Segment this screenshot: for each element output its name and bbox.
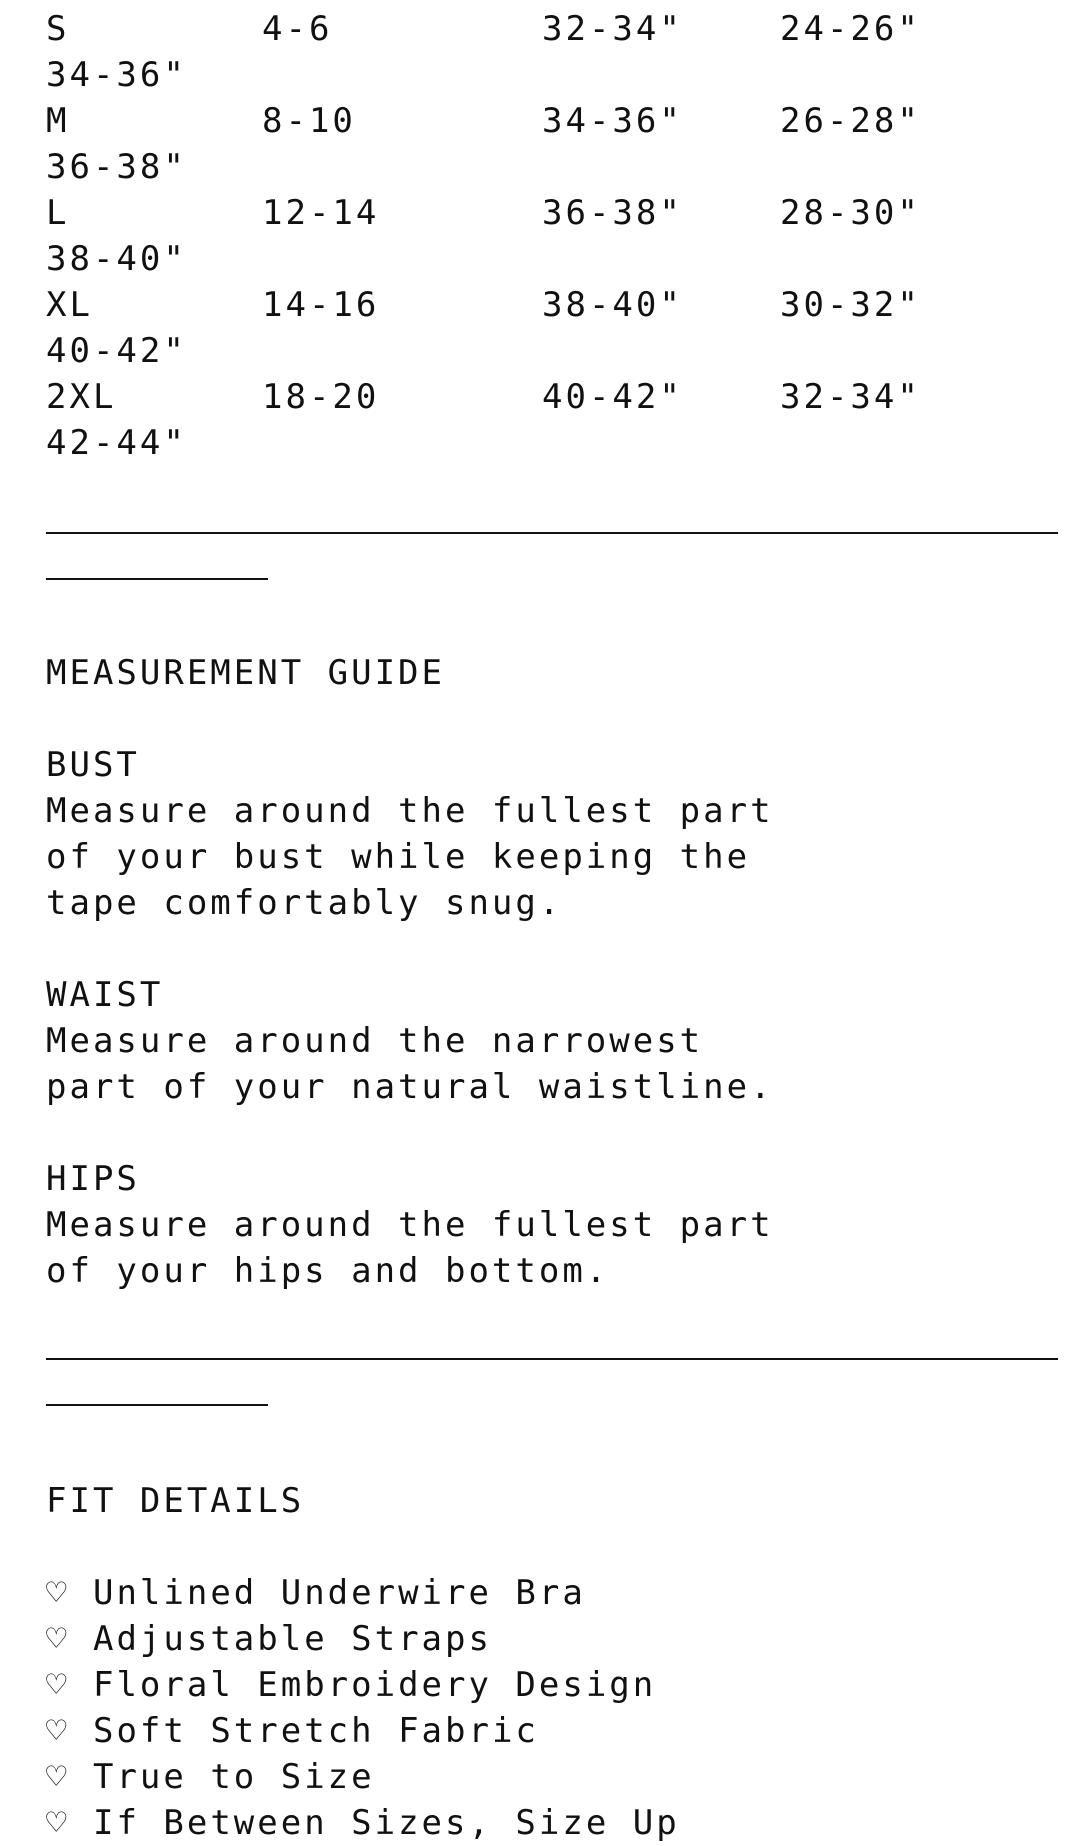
hips-range: 34-36": [46, 55, 187, 95]
heart-icon: ♡: [46, 1619, 70, 1659]
bust-range: 40-42": [542, 377, 683, 417]
heart-icon: ♡: [46, 1711, 70, 1751]
list-item: [46, 1708, 539, 1754]
list-item: [46, 1616, 492, 1662]
section-heading: FIT DETAILS: [46, 1481, 305, 1521]
waist-range: 28-30": [780, 193, 921, 233]
bust-range: 32-34": [542, 9, 683, 49]
list-item-label: Soft Stretch Fabric: [92, 1711, 539, 1751]
bust-instruction-line: tape comfortably snug.: [46, 883, 563, 923]
waist-range: 24-26": [780, 9, 921, 49]
divider-line: [46, 532, 1058, 534]
divider-line: [46, 1358, 1058, 1360]
hips-range: 36-38": [46, 147, 187, 187]
hips-instruction-line: Measure around the fullest part: [46, 1205, 774, 1245]
hips-label: HIPS: [46, 1159, 140, 1199]
size-label: L: [46, 193, 70, 233]
heart-icon: ♡: [46, 1573, 70, 1613]
waist-instruction-line: part of your natural waistline.: [46, 1067, 774, 1107]
waist-range: 30-32": [780, 285, 921, 325]
us-size: 8-10: [262, 101, 356, 141]
us-size: 4-6: [262, 9, 333, 49]
bust-label: BUST: [46, 745, 140, 785]
list-item: [46, 1662, 656, 1708]
list-item-label: True to Size: [92, 1757, 375, 1797]
us-size: 14-16: [262, 285, 380, 325]
waist-range: 26-28": [780, 101, 921, 141]
divider-line: [46, 1404, 268, 1406]
waist-instruction-line: Measure around the narrowest: [46, 1021, 704, 1061]
us-size: 12-14: [262, 193, 380, 233]
list-item: [46, 1754, 375, 1800]
bust-range: 34-36": [542, 101, 683, 141]
size-label: XL: [46, 285, 93, 325]
hips-instruction-line: of your hips and bottom.: [46, 1251, 610, 1291]
divider-line: [46, 578, 268, 580]
hips-range: 38-40": [46, 239, 187, 279]
bust-instruction-line: of your bust while keeping the: [46, 837, 751, 877]
size-row: [46, 190, 1046, 282]
list-item-label: If Between Sizes, Size Up: [92, 1803, 680, 1843]
bust-range: 36-38": [542, 193, 683, 233]
section-heading: MEASUREMENT GUIDE: [46, 653, 445, 693]
waist-label: WAIST: [46, 975, 164, 1015]
hips-range: 40-42": [46, 331, 187, 371]
hips-range: 42-44": [46, 423, 187, 463]
size-row: [46, 6, 1046, 98]
size-row: [46, 98, 1046, 190]
list-item: [46, 1800, 680, 1846]
bust-range: 38-40": [542, 285, 683, 325]
heart-icon: ♡: [46, 1803, 70, 1843]
size-label: M: [46, 101, 70, 141]
waist-range: 32-34": [780, 377, 921, 417]
size-label: 2XL: [46, 377, 117, 417]
heart-icon: ♡: [46, 1665, 70, 1705]
size-row: [46, 374, 1046, 466]
size-row: [46, 282, 1046, 374]
list-item-label: Adjustable Straps: [92, 1619, 492, 1659]
list-item-label: Unlined Underwire Bra: [92, 1573, 586, 1613]
size-label: S: [46, 9, 70, 49]
bust-instruction-line: Measure around the fullest part: [46, 791, 774, 831]
us-size: 18-20: [262, 377, 380, 417]
heart-icon: ♡: [46, 1757, 70, 1797]
list-item: [46, 1570, 586, 1616]
list-item-label: Floral Embroidery Design: [92, 1665, 657, 1705]
